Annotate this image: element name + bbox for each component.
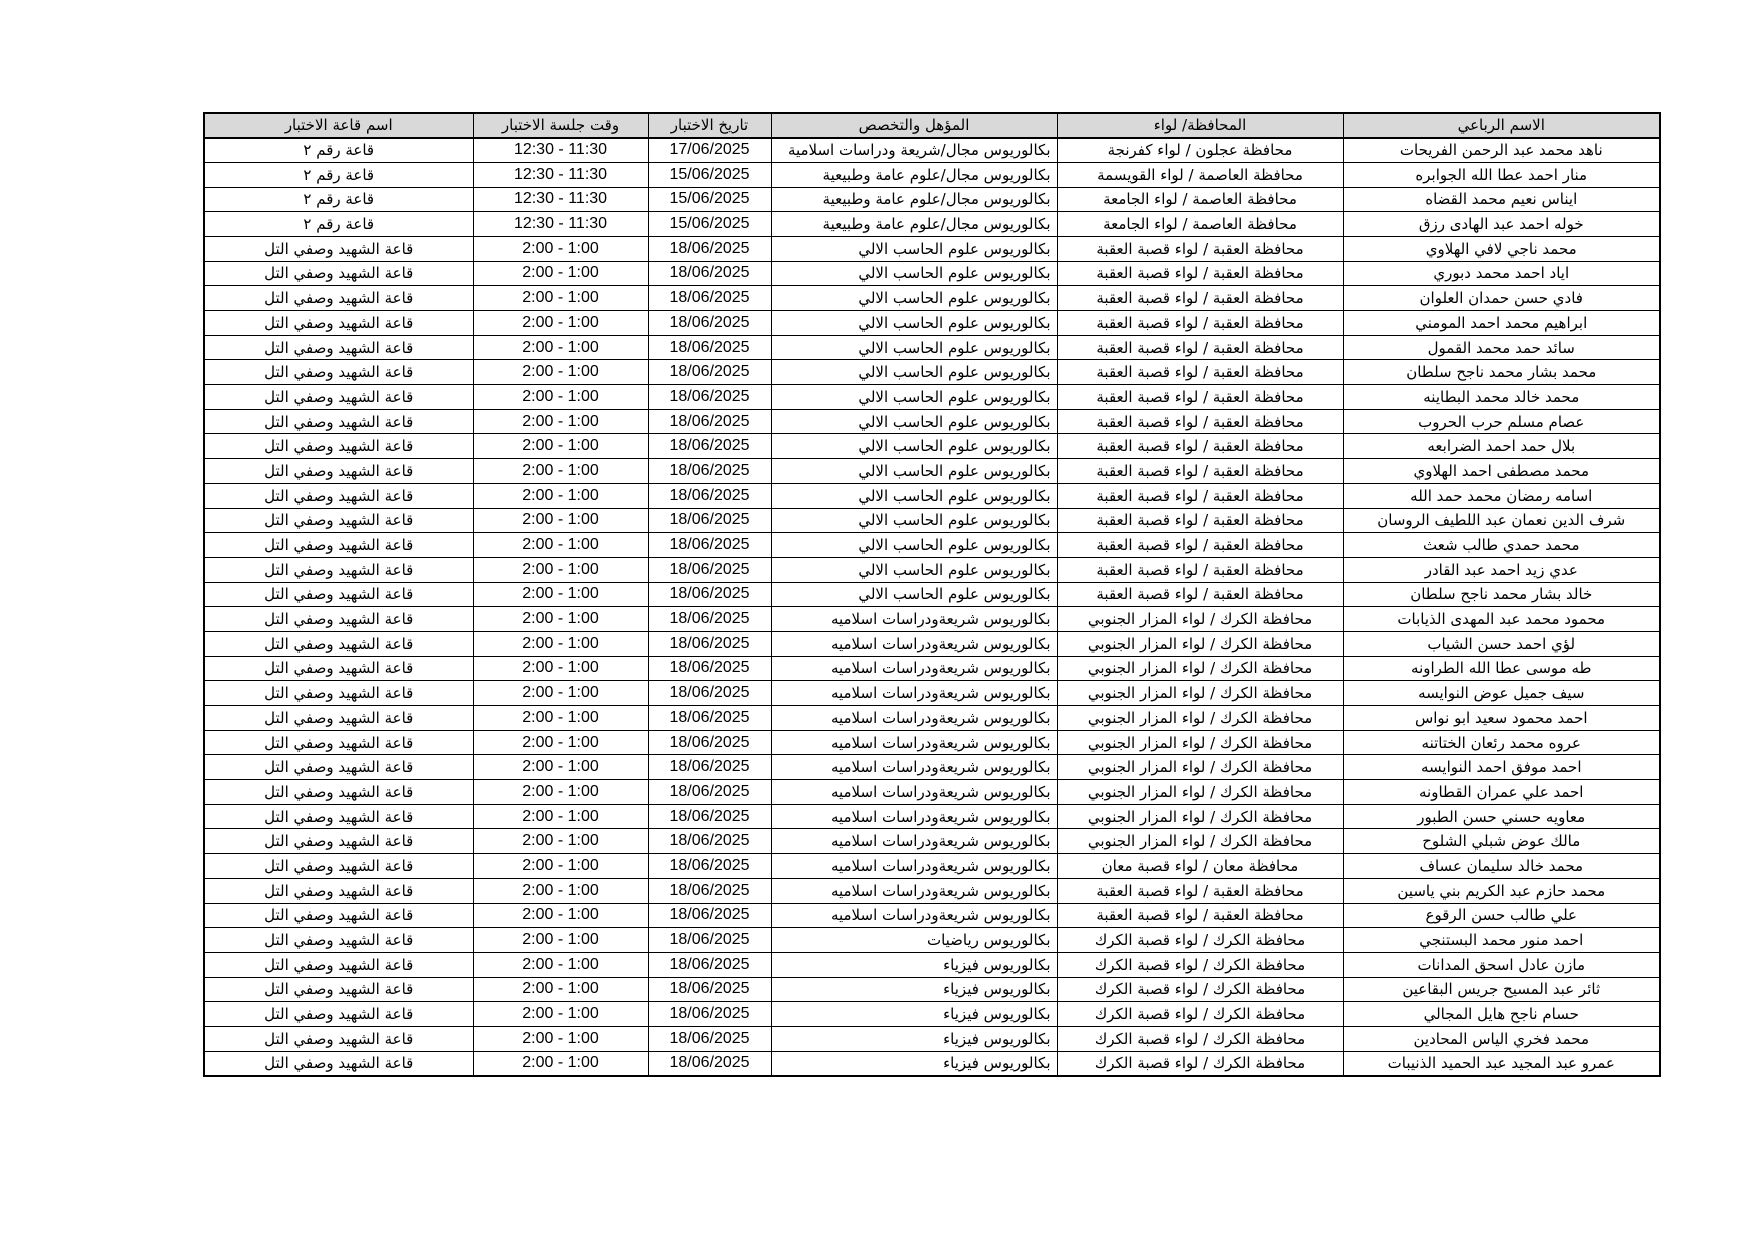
cell-qualification: بكالوريوس علوم الحاسب الالي: [771, 582, 1057, 607]
cell-governorate: محافظة العاصمة / لواء الجامعة: [1057, 212, 1343, 237]
cell-qualification: بكالوريوس علوم الحاسب الالي: [771, 459, 1057, 484]
cell-exam-hall: قاعة الشهيد وصفي التل: [204, 631, 473, 656]
cell-full-name: محمد ناجي لافي الهلاوي: [1343, 236, 1660, 261]
cell-session-time: 1:00 - 2:00: [473, 977, 648, 1002]
cell-full-name: احمد منور محمد البستنجي: [1343, 928, 1660, 953]
cell-exam-hall: قاعة الشهيد وصفي التل: [204, 434, 473, 459]
header-full-name: الاسم الرباعي: [1343, 113, 1660, 138]
cell-exam-hall: قاعة الشهيد وصفي التل: [204, 780, 473, 805]
cell-exam-hall: قاعة الشهيد وصفي التل: [204, 286, 473, 311]
table-row: [204, 311, 1660, 336]
cell-governorate: محافظة الكرك / لواء قصبة الكرك: [1057, 1026, 1343, 1051]
cell-governorate: محافظة معان / لواء قصبة معان: [1057, 854, 1343, 879]
cell-exam-date: 18/06/2025: [648, 335, 771, 360]
cell-exam-hall: قاعة الشهيد وصفي التل: [204, 1026, 473, 1051]
table-row: [204, 483, 1660, 508]
table-row: [204, 607, 1660, 632]
cell-qualification: بكالوريوس مجال/علوم عامة وطبيعية: [771, 162, 1057, 187]
cell-exam-date: 18/06/2025: [648, 1026, 771, 1051]
cell-qualification: بكالوريوس شريعةودراسات اسلاميه: [771, 804, 1057, 829]
cell-session-time: 1:00 - 2:00: [473, 804, 648, 829]
cell-governorate: محافظة الكرك / لواء قصبة الكرك: [1057, 977, 1343, 1002]
cell-exam-date: 18/06/2025: [648, 829, 771, 854]
cell-exam-hall: قاعة الشهيد وصفي التل: [204, 1051, 473, 1076]
cell-qualification: بكالوريوس علوم الحاسب الالي: [771, 508, 1057, 533]
cell-governorate: محافظة العقبة / لواء قصبة العقبة: [1057, 483, 1343, 508]
cell-qualification: بكالوريوس علوم الحاسب الالي: [771, 261, 1057, 286]
cell-exam-date: 18/06/2025: [648, 977, 771, 1002]
cell-qualification: بكالوريوس شريعةودراسات اسلاميه: [771, 878, 1057, 903]
cell-exam-date: 18/06/2025: [648, 286, 771, 311]
cell-session-time: 1:00 - 2:00: [473, 656, 648, 681]
cell-exam-hall: قاعة الشهيد وصفي التل: [204, 804, 473, 829]
cell-governorate: محافظة العقبة / لواء قصبة العقبة: [1057, 903, 1343, 928]
cell-exam-hall: قاعة الشهيد وصفي التل: [204, 854, 473, 879]
cell-full-name: ابراهيم محمد احمد المومني: [1343, 311, 1660, 336]
cell-session-time: 1:00 - 2:00: [473, 952, 648, 977]
cell-exam-date: 18/06/2025: [648, 360, 771, 385]
cell-exam-date: 15/06/2025: [648, 187, 771, 212]
cell-exam-date: 18/06/2025: [648, 854, 771, 879]
cell-exam-hall: قاعة الشهيد وصفي التل: [204, 1002, 473, 1027]
table-row: [204, 409, 1660, 434]
cell-full-name: محمد حمدي طالب شعث: [1343, 533, 1660, 558]
cell-qualification: بكالوريوس فيزياء: [771, 1051, 1057, 1076]
cell-qualification: بكالوريوس فيزياء: [771, 977, 1057, 1002]
cell-exam-date: 18/06/2025: [648, 459, 771, 484]
table-row: [204, 706, 1660, 731]
table-row: [204, 755, 1660, 780]
cell-exam-hall: قاعة الشهيد وصفي التل: [204, 878, 473, 903]
cell-qualification: بكالوريوس شريعةودراسات اسلاميه: [771, 656, 1057, 681]
cell-full-name: عمرو عبد المجيد عبد الحميد الذنيبات: [1343, 1051, 1660, 1076]
table-row: [204, 730, 1660, 755]
cell-exam-hall: قاعة الشهيد وصفي التل: [204, 755, 473, 780]
cell-full-name: احمد محمود سعيد ابو نواس: [1343, 706, 1660, 731]
table-row: [204, 977, 1660, 1002]
cell-session-time: 1:00 - 2:00: [473, 557, 648, 582]
cell-qualification: بكالوريوس شريعةودراسات اسلاميه: [771, 607, 1057, 632]
table-body: [204, 138, 1660, 1076]
cell-session-time: 11:30 - 12:30: [473, 187, 648, 212]
cell-governorate: محافظة العقبة / لواء قصبة العقبة: [1057, 236, 1343, 261]
cell-governorate: محافظة العقبة / لواء قصبة العقبة: [1057, 286, 1343, 311]
cell-qualification: بكالوريوس علوم الحاسب الالي: [771, 236, 1057, 261]
cell-session-time: 1:00 - 2:00: [473, 533, 648, 558]
cell-full-name: محمود محمد عبد المهدى الذيابات: [1343, 607, 1660, 632]
cell-exam-date: 15/06/2025: [648, 212, 771, 237]
cell-exam-date: 18/06/2025: [648, 557, 771, 582]
cell-session-time: 1:00 - 2:00: [473, 1026, 648, 1051]
cell-full-name: بلال حمد احمد الضرابعه: [1343, 434, 1660, 459]
table-row: [204, 631, 1660, 656]
table-row: [204, 582, 1660, 607]
cell-governorate: محافظة الكرك / لواء المزار الجنوبي: [1057, 829, 1343, 854]
cell-qualification: بكالوريوس علوم الحاسب الالي: [771, 335, 1057, 360]
cell-exam-hall: قاعة الشهيد وصفي التل: [204, 409, 473, 434]
cell-qualification: بكالوريوس شريعةودراسات اسلاميه: [771, 730, 1057, 755]
cell-qualification: بكالوريوس شريعةودراسات اسلاميه: [771, 631, 1057, 656]
cell-qualification: بكالوريوس شريعةودراسات اسلاميه: [771, 829, 1057, 854]
cell-full-name: طه موسى عطا الله الطراونه: [1343, 656, 1660, 681]
cell-governorate: محافظة الكرك / لواء المزار الجنوبي: [1057, 804, 1343, 829]
cell-full-name: عدي زيد احمد عبد القادر: [1343, 557, 1660, 582]
cell-qualification: بكالوريوس علوم الحاسب الالي: [771, 286, 1057, 311]
cell-full-name: محمد خالد محمد البطاينه: [1343, 385, 1660, 410]
cell-exam-hall: قاعة الشهيد وصفي التل: [204, 681, 473, 706]
cell-exam-hall: قاعة الشهيد وصفي التل: [204, 706, 473, 731]
cell-qualification: بكالوريوس علوم الحاسب الالي: [771, 311, 1057, 336]
cell-governorate: محافظة العقبة / لواء قصبة العقبة: [1057, 557, 1343, 582]
cell-full-name: احمد علي عمران القطاونه: [1343, 780, 1660, 805]
cell-session-time: 1:00 - 2:00: [473, 335, 648, 360]
table-row: [204, 138, 1660, 163]
cell-exam-date: 15/06/2025: [648, 162, 771, 187]
table-row: [204, 804, 1660, 829]
cell-session-time: 1:00 - 2:00: [473, 706, 648, 731]
cell-exam-hall: قاعة الشهيد وصفي التل: [204, 656, 473, 681]
cell-exam-date: 18/06/2025: [648, 780, 771, 805]
cell-session-time: 1:00 - 2:00: [473, 1002, 648, 1027]
cell-qualification: بكالوريوس علوم الحاسب الالي: [771, 533, 1057, 558]
cell-exam-date: 18/06/2025: [648, 582, 771, 607]
cell-exam-hall: قاعة رقم ٢: [204, 162, 473, 187]
cell-session-time: 1:00 - 2:00: [473, 385, 648, 410]
cell-qualification: بكالوريوس رياضيات: [771, 928, 1057, 953]
table-row: [204, 928, 1660, 953]
cell-full-name: محمد مصطفى احمد الهلاوي: [1343, 459, 1660, 484]
table-row: [204, 162, 1660, 187]
cell-governorate: محافظة العقبة / لواء قصبة العقبة: [1057, 434, 1343, 459]
cell-full-name: سائد حمد محمد القمول: [1343, 335, 1660, 360]
cell-exam-date: 18/06/2025: [648, 681, 771, 706]
cell-exam-date: 18/06/2025: [648, 607, 771, 632]
cell-full-name: محمد حازم عبد الكريم بني ياسين: [1343, 878, 1660, 903]
cell-full-name: محمد بشار محمد ناجح سلطان: [1343, 360, 1660, 385]
cell-governorate: محافظة الكرك / لواء قصبة الكرك: [1057, 1051, 1343, 1076]
cell-governorate: محافظة العقبة / لواء قصبة العقبة: [1057, 533, 1343, 558]
cell-full-name: منار احمد عطا الله الجوابره: [1343, 162, 1660, 187]
cell-full-name: مالك عوض شبلي الشلوح: [1343, 829, 1660, 854]
cell-governorate: محافظة العاصمة / لواء القويسمة: [1057, 162, 1343, 187]
cell-qualification: بكالوريوس مجال/علوم عامة وطبيعية: [771, 212, 1057, 237]
cell-session-time: 1:00 - 2:00: [473, 928, 648, 953]
cell-qualification: بكالوريوس شريعةودراسات اسلاميه: [771, 903, 1057, 928]
header-row: [204, 113, 1660, 138]
cell-exam-hall: قاعة الشهيد وصفي التل: [204, 459, 473, 484]
table-row: [204, 854, 1660, 879]
cell-full-name: خالد بشار محمد ناجح سلطان: [1343, 582, 1660, 607]
cell-qualification: بكالوريوس شريعةودراسات اسلاميه: [771, 681, 1057, 706]
cell-governorate: محافظة العاصمة / لواء الجامعة: [1057, 187, 1343, 212]
cell-full-name: احمد موفق احمد النوايسه: [1343, 755, 1660, 780]
cell-qualification: بكالوريوس فيزياء: [771, 1002, 1057, 1027]
cell-full-name: مازن عادل اسحق المدانات: [1343, 952, 1660, 977]
cell-session-time: 1:00 - 2:00: [473, 483, 648, 508]
cell-session-time: 1:00 - 2:00: [473, 508, 648, 533]
table-row: [204, 508, 1660, 533]
table-row: [204, 1002, 1660, 1027]
cell-session-time: 1:00 - 2:00: [473, 755, 648, 780]
cell-exam-hall: قاعة الشهيد وصفي التل: [204, 335, 473, 360]
table-row: [204, 952, 1660, 977]
cell-exam-date: 18/06/2025: [648, 385, 771, 410]
table-row: [204, 212, 1660, 237]
cell-qualification: بكالوريوس علوم الحاسب الالي: [771, 385, 1057, 410]
cell-exam-hall: قاعة الشهيد وصفي التل: [204, 533, 473, 558]
cell-exam-hall: قاعة الشهيد وصفي التل: [204, 261, 473, 286]
table-row: [204, 1051, 1660, 1076]
cell-exam-date: 18/06/2025: [648, 878, 771, 903]
cell-exam-hall: قاعة الشهيد وصفي التل: [204, 360, 473, 385]
cell-governorate: محافظة الكرك / لواء المزار الجنوبي: [1057, 607, 1343, 632]
cell-qualification: بكالوريوس علوم الحاسب الالي: [771, 483, 1057, 508]
cell-session-time: 1:00 - 2:00: [473, 1051, 648, 1076]
cell-full-name: ثائر عبد المسيح جريس البقاعين: [1343, 977, 1660, 1002]
cell-exam-hall: قاعة رقم ٢: [204, 138, 473, 163]
cell-qualification: بكالوريوس شريعةودراسات اسلاميه: [771, 755, 1057, 780]
cell-session-time: 11:30 - 12:30: [473, 162, 648, 187]
cell-session-time: 1:00 - 2:00: [473, 631, 648, 656]
cell-exam-date: 18/06/2025: [648, 804, 771, 829]
cell-governorate: محافظة العقبة / لواء قصبة العقبة: [1057, 459, 1343, 484]
cell-exam-date: 18/06/2025: [648, 508, 771, 533]
header-exam-hall: اسم قاعة الاختبار: [204, 113, 473, 138]
cell-governorate: محافظة العقبة / لواء قصبة العقبة: [1057, 335, 1343, 360]
cell-exam-hall: قاعة رقم ٢: [204, 212, 473, 237]
cell-session-time: 1:00 - 2:00: [473, 236, 648, 261]
table-row: [204, 286, 1660, 311]
cell-full-name: فادي حسن حمدان العلوان: [1343, 286, 1660, 311]
cell-session-time: 1:00 - 2:00: [473, 409, 648, 434]
cell-governorate: محافظة العقبة / لواء قصبة العقبة: [1057, 409, 1343, 434]
cell-session-time: 1:00 - 2:00: [473, 829, 648, 854]
cell-qualification: بكالوريوس فيزياء: [771, 1026, 1057, 1051]
cell-session-time: 1:00 - 2:00: [473, 878, 648, 903]
cell-exam-date: 18/06/2025: [648, 656, 771, 681]
cell-exam-hall: قاعة الشهيد وصفي التل: [204, 928, 473, 953]
cell-full-name: سيف جميل عوض النوايسه: [1343, 681, 1660, 706]
cell-session-time: 1:00 - 2:00: [473, 286, 648, 311]
cell-governorate: محافظة الكرك / لواء المزار الجنوبي: [1057, 656, 1343, 681]
cell-governorate: محافظة العقبة / لواء قصبة العقبة: [1057, 582, 1343, 607]
table-row: [204, 187, 1660, 212]
table-row: [204, 236, 1660, 261]
cell-full-name: ناهد محمد عبد الرحمن الفريحات: [1343, 138, 1660, 163]
cell-qualification: بكالوريوس مجال/شريعة ودراسات اسلامية: [771, 138, 1057, 163]
cell-session-time: 1:00 - 2:00: [473, 261, 648, 286]
cell-exam-hall: قاعة الشهيد وصفي التل: [204, 236, 473, 261]
cell-full-name: علي طالب حسن الرقوع: [1343, 903, 1660, 928]
cell-exam-hall: قاعة الشهيد وصفي التل: [204, 508, 473, 533]
cell-qualification: بكالوريوس شريعةودراسات اسلاميه: [771, 854, 1057, 879]
cell-governorate: محافظة الكرك / لواء المزار الجنوبي: [1057, 730, 1343, 755]
cell-full-name: خوله احمد عبد الهادى رزق: [1343, 212, 1660, 237]
cell-exam-date: 18/06/2025: [648, 1051, 771, 1076]
cell-session-time: 11:30 - 12:30: [473, 212, 648, 237]
cell-full-name: معاويه حسني حسن الطبور: [1343, 804, 1660, 829]
cell-session-time: 1:00 - 2:00: [473, 360, 648, 385]
cell-exam-date: 18/06/2025: [648, 631, 771, 656]
cell-session-time: 1:00 - 2:00: [473, 434, 648, 459]
cell-exam-date: 18/06/2025: [648, 730, 771, 755]
cell-governorate: محافظة العقبة / لواء قصبة العقبة: [1057, 360, 1343, 385]
cell-full-name: محمد خالد سليمان عساف: [1343, 854, 1660, 879]
cell-exam-hall: قاعة الشهيد وصفي التل: [204, 385, 473, 410]
cell-governorate: محافظة العقبة / لواء قصبة العقبة: [1057, 261, 1343, 286]
cell-exam-date: 18/06/2025: [648, 1002, 771, 1027]
cell-full-name: عصام مسلم حرب الحروب: [1343, 409, 1660, 434]
cell-exam-hall: قاعة الشهيد وصفي التل: [204, 730, 473, 755]
cell-exam-date: 18/06/2025: [648, 409, 771, 434]
cell-full-name: لؤي احمد حسن الشياب: [1343, 631, 1660, 656]
cell-full-name: حسام ناجح هايل المجالي: [1343, 1002, 1660, 1027]
cell-full-name: عروه محمد رئعان الختاتنه: [1343, 730, 1660, 755]
table-row: [204, 385, 1660, 410]
cell-session-time: 1:00 - 2:00: [473, 311, 648, 336]
cell-exam-date: 18/06/2025: [648, 928, 771, 953]
table-row: [204, 878, 1660, 903]
cell-exam-hall: قاعة الشهيد وصفي التل: [204, 557, 473, 582]
table-row: [204, 780, 1660, 805]
cell-exam-date: 18/06/2025: [648, 903, 771, 928]
cell-exam-date: 18/06/2025: [648, 261, 771, 286]
cell-session-time: 1:00 - 2:00: [473, 780, 648, 805]
table-row: [204, 681, 1660, 706]
cell-governorate: محافظة الكرك / لواء قصبة الكرك: [1057, 952, 1343, 977]
cell-session-time: 1:00 - 2:00: [473, 730, 648, 755]
cell-governorate: محافظة الكرك / لواء المزار الجنوبي: [1057, 631, 1343, 656]
cell-exam-hall: قاعة الشهيد وصفي التل: [204, 903, 473, 928]
cell-full-name: شرف الدين نعمان عبد اللطيف الروسان: [1343, 508, 1660, 533]
cell-session-time: 1:00 - 2:00: [473, 607, 648, 632]
cell-exam-date: 17/06/2025: [648, 138, 771, 163]
cell-governorate: محافظة الكرك / لواء المزار الجنوبي: [1057, 681, 1343, 706]
cell-governorate: محافظة الكرك / لواء قصبة الكرك: [1057, 1002, 1343, 1027]
cell-qualification: بكالوريوس علوم الحاسب الالي: [771, 360, 1057, 385]
cell-governorate: محافظة العقبة / لواء قصبة العقبة: [1057, 508, 1343, 533]
cell-qualification: بكالوريوس علوم الحاسب الالي: [771, 557, 1057, 582]
cell-full-name: محمد فخري الياس المحادين: [1343, 1026, 1660, 1051]
cell-exam-date: 18/06/2025: [648, 706, 771, 731]
cell-qualification: بكالوريوس فيزياء: [771, 952, 1057, 977]
cell-exam-hall: قاعة الشهيد وصفي التل: [204, 607, 473, 632]
cell-qualification: بكالوريوس علوم الحاسب الالي: [771, 409, 1057, 434]
cell-governorate: محافظة الكرك / لواء المزار الجنوبي: [1057, 755, 1343, 780]
cell-governorate: محافظة العقبة / لواء قصبة العقبة: [1057, 311, 1343, 336]
table-header: [204, 113, 1660, 138]
cell-exam-hall: قاعة الشهيد وصفي التل: [204, 829, 473, 854]
table-row: [204, 459, 1660, 484]
table-row: [204, 335, 1660, 360]
cell-full-name: ايناس نعيم محمد القضاه: [1343, 187, 1660, 212]
cell-exam-hall: قاعة الشهيد وصفي التل: [204, 582, 473, 607]
cell-governorate: محافظة الكرك / لواء قصبة الكرك: [1057, 928, 1343, 953]
cell-exam-date: 18/06/2025: [648, 533, 771, 558]
cell-qualification: بكالوريوس علوم الحاسب الالي: [771, 434, 1057, 459]
cell-session-time: 11:30 - 12:30: [473, 138, 648, 163]
cell-exam-date: 18/06/2025: [648, 434, 771, 459]
cell-qualification: بكالوريوس شريعةودراسات اسلاميه: [771, 706, 1057, 731]
table-row: [204, 829, 1660, 854]
cell-session-time: 1:00 - 2:00: [473, 582, 648, 607]
table-row: [204, 557, 1660, 582]
cell-governorate: محافظة الكرك / لواء المزار الجنوبي: [1057, 780, 1343, 805]
cell-exam-hall: قاعة الشهيد وصفي التل: [204, 483, 473, 508]
table-row: [204, 434, 1660, 459]
exam-schedule-table: [203, 112, 1661, 1077]
table-row: [204, 261, 1660, 286]
table-row: [204, 656, 1660, 681]
header-qualification: المؤهل والتخصص: [771, 113, 1057, 138]
cell-qualification: بكالوريوس مجال/علوم عامة وطبيعية: [771, 187, 1057, 212]
cell-session-time: 1:00 - 2:00: [473, 854, 648, 879]
table-row: [204, 360, 1660, 385]
cell-exam-hall: قاعة الشهيد وصفي التل: [204, 311, 473, 336]
cell-governorate: محافظة عجلون / لواء كفرنجة: [1057, 138, 1343, 163]
header-exam-date: تاريخ الاختبار: [648, 113, 771, 138]
cell-exam-date: 18/06/2025: [648, 236, 771, 261]
cell-session-time: 1:00 - 2:00: [473, 681, 648, 706]
cell-full-name: اياد احمد محمد دبوري: [1343, 261, 1660, 286]
cell-governorate: محافظة العقبة / لواء قصبة العقبة: [1057, 878, 1343, 903]
cell-exam-hall: قاعة الشهيد وصفي التل: [204, 952, 473, 977]
cell-qualification: بكالوريوس شريعةودراسات اسلاميه: [771, 780, 1057, 805]
cell-exam-hall: قاعة الشهيد وصفي التل: [204, 977, 473, 1002]
cell-full-name: اسامه رمضان محمد حمد الله: [1343, 483, 1660, 508]
cell-governorate: محافظة الكرك / لواء المزار الجنوبي: [1057, 706, 1343, 731]
header-governorate: المحافظة/ لواء: [1057, 113, 1343, 138]
cell-exam-date: 18/06/2025: [648, 755, 771, 780]
cell-governorate: محافظة العقبة / لواء قصبة العقبة: [1057, 385, 1343, 410]
table-row: [204, 903, 1660, 928]
table-row: [204, 533, 1660, 558]
cell-session-time: 1:00 - 2:00: [473, 903, 648, 928]
cell-exam-date: 18/06/2025: [648, 311, 771, 336]
table-row: [204, 1026, 1660, 1051]
cell-exam-hall: قاعة رقم ٢: [204, 187, 473, 212]
cell-exam-date: 18/06/2025: [648, 483, 771, 508]
cell-session-time: 1:00 - 2:00: [473, 459, 648, 484]
cell-exam-date: 18/06/2025: [648, 952, 771, 977]
header-session-time: وقت جلسة الاختبار: [473, 113, 648, 138]
